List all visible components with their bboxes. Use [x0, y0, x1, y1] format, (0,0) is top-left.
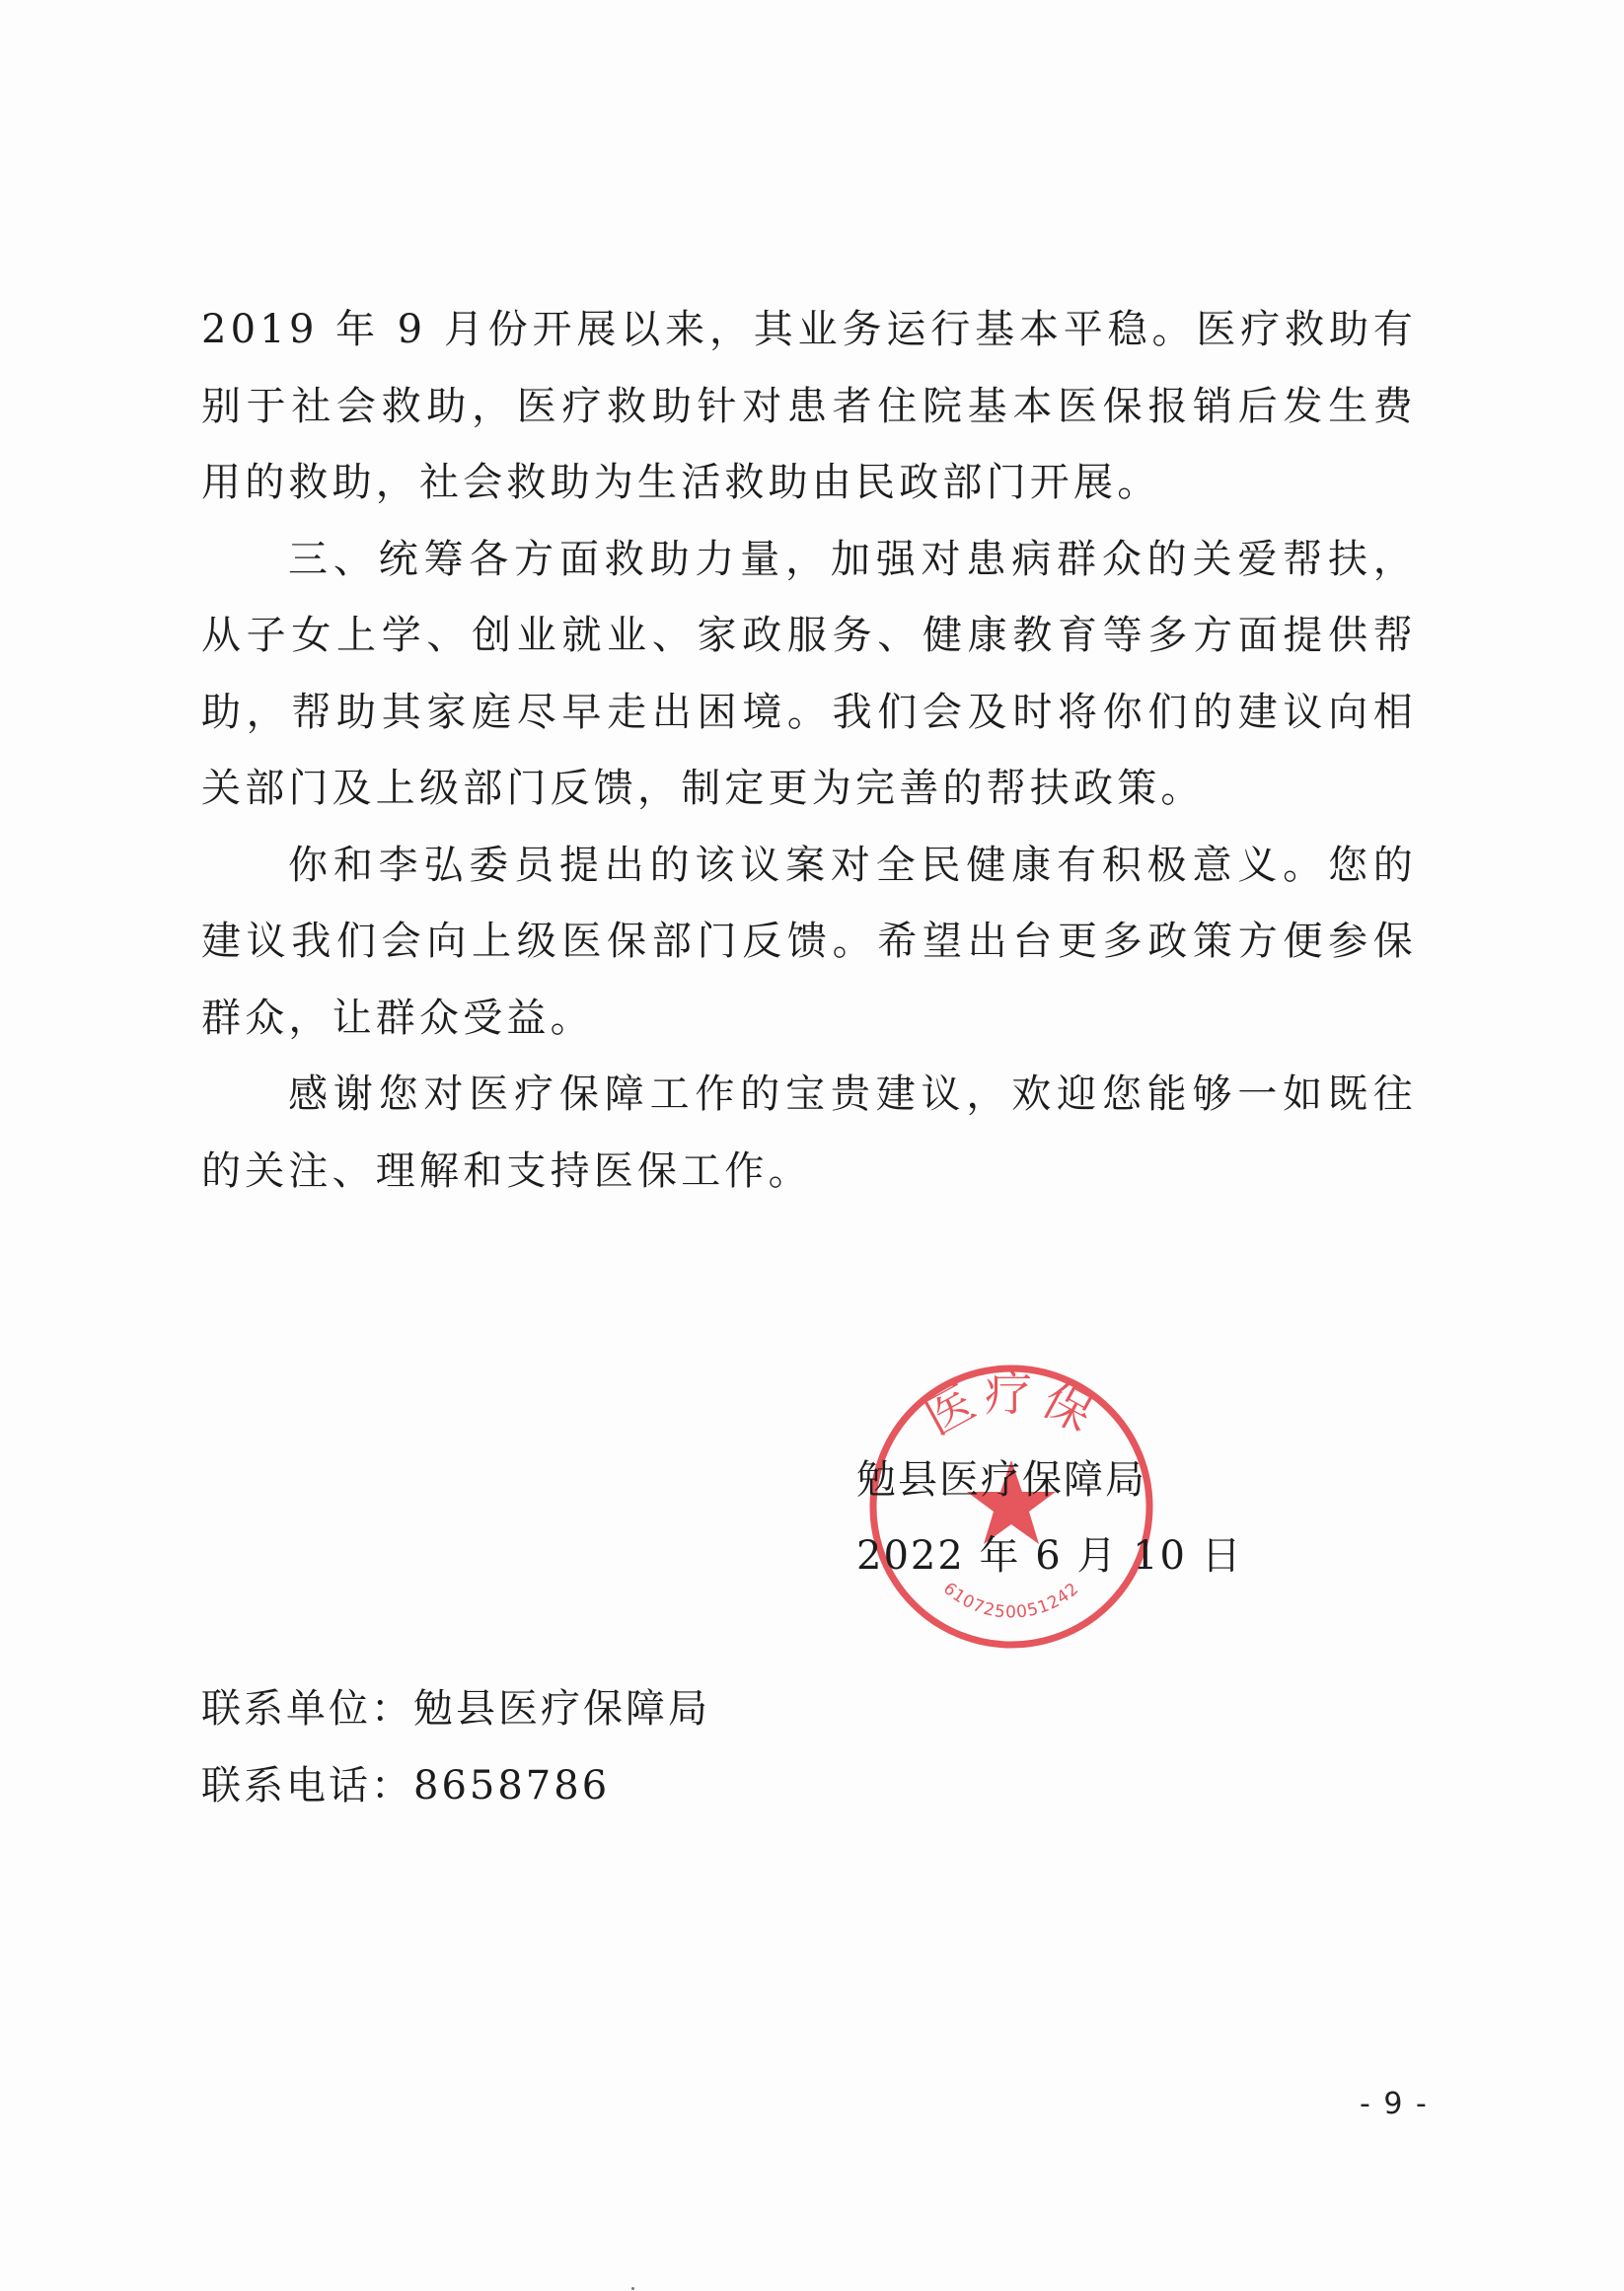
seal-top-text: 医疗保	[916, 1367, 1107, 1446]
official-seal	[863, 1354, 1159, 1660]
signature-organization: 勉县医疗保障局	[856, 1457, 1146, 1503]
paragraph-point-three: 三、统筹各方面救助力量，加强对患病群众的关爱帮扶，从子女上学、创业就业、家政服务、健康教育等多方面提供帮助，帮助其家庭尽早走出困境。我们会及时将你们的建议向相关部门及上级部门反馈，制定更为完善的帮扶政策。	[201, 536, 1417, 811]
scan-dot	[631, 2287, 634, 2290]
signature-date: 2022 年 6 月 10 日	[856, 1533, 1243, 1579]
paragraph-proposal-response: 你和李弘委员提出的该议案对全民健康有积极意义。您的建议我们会向上级医保部门反馈。希望出台更多政策方便参保群众，让群众受益。	[201, 842, 1417, 1041]
paragraph-continuation: 2019 年 9 月份开展以来，其业务运行基本平稳。医疗救助有别于社会救助，医疗救助针对患者住院基本医保报销后发生费用的救助，社会救助为生活救助由民政部门开展。	[201, 307, 1417, 505]
paragraph-thanks: 感谢您对医疗保障工作的宝贵建议，欢迎您能够一如既往的关注、理解和支持医保工作。	[201, 1072, 1417, 1194]
body-text	[201, 292, 1417, 1210]
seal-number: 6107250051242	[939, 1579, 1083, 1623]
contact-unit: 联系单位：勉县医疗保障局	[201, 1686, 710, 1732]
page-number: - 9 -	[1360, 2087, 1429, 2121]
contact-phone: 联系电话：8658786	[201, 1763, 611, 1809]
